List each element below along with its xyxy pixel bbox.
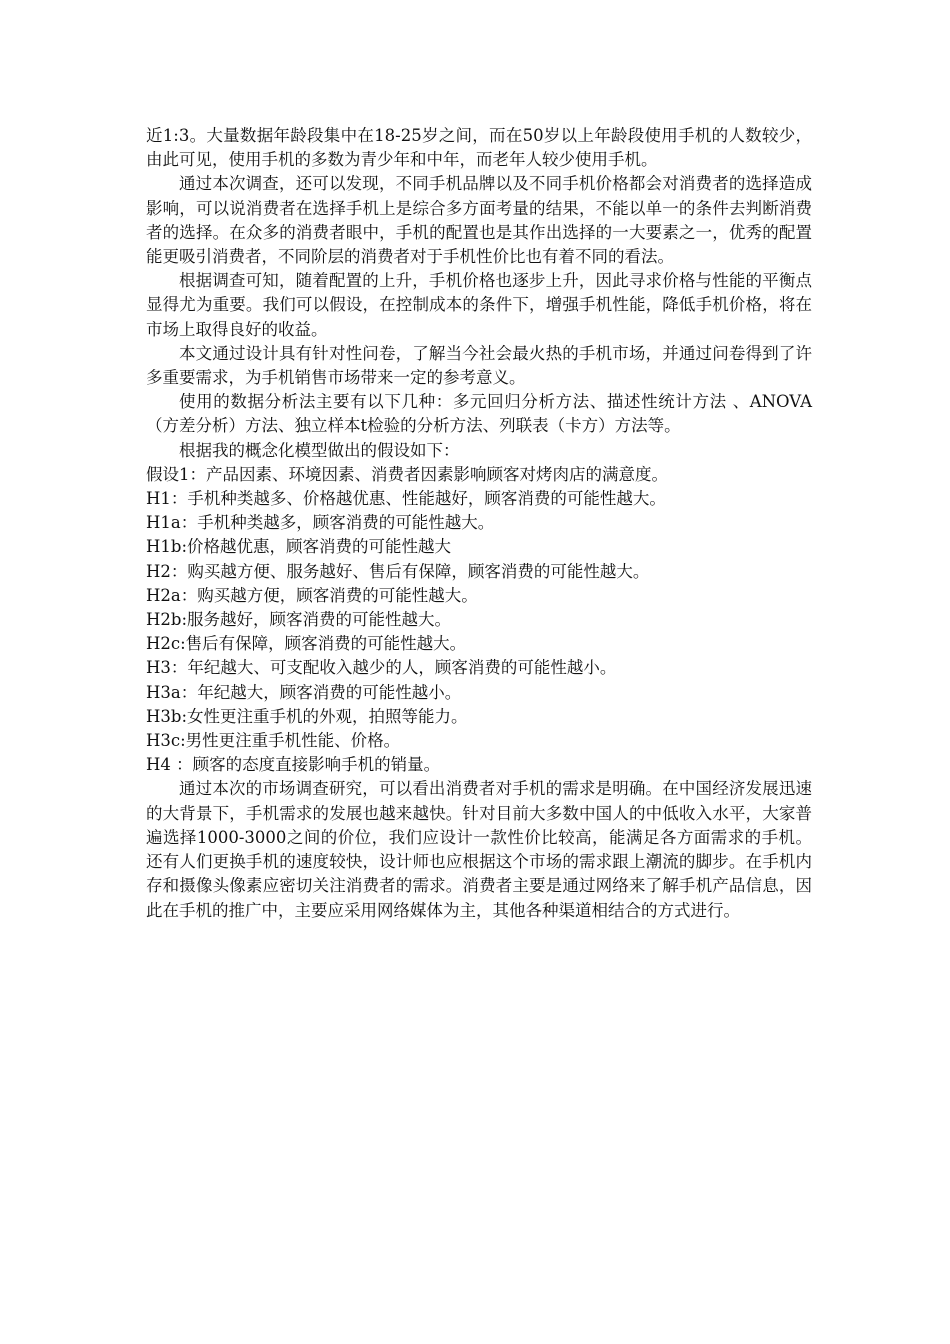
hypothesis-h2a: H2a：购买越方便，顾客消费的可能性越大。 (146, 585, 478, 605)
paragraph-price-performance: 根据调查可知，随着配置的上升，手机价格也逐步上升，因此寻求价格与性能的平衡点显得尤为重要。我们可以假设，在控制成本的条件下，增强手机性能，降低手机价格，将在市场上取得良好的收益。 (146, 271, 812, 339)
paragraph-conclusion: 通过本次的市场调查研究，可以看出消费者对手机的需求是明确。在中国经济发展迅速的大背景下，手机需求的发展也越来越快。针对目前大多数中国人的中低收入水平，大家普遍选择1000-3000之间的价位，我们应设计一款性价比较高，能满足各方面需求的手机。还有人们更换手机的速度较快，设计师也应根据这个市场的需求跟上潮流的脚步。在手机内存和摄像头像素应密切关注消费者的需求。消费者主要是通过网络来了解手机产品信息，因此在手机的推广中，主要应采用网络媒体为主，其他各种渠道相结合的方式进行。 (146, 779, 812, 920)
hypothesis-h3: H3：年纪越大、可支配收入越少的人，顾客消费的可能性越小。 (146, 658, 617, 678)
paragraph-age-summary: 近1:3。大量数据年龄段集中在18-25岁之间，而在50岁以上年龄段使用手机的人数较少，由此可见，使用手机的多数为青少年和中年，而老年人较少使用手机。 (146, 126, 812, 170)
hypothesis-h3a: H3a：年纪越大，顾客消费的可能性越小。 (146, 682, 462, 702)
paragraph-brand-price-influence: 通过本次调查，还可以发现，不同手机品牌以及不同手机价格都会对消费者的选择造成影响，可以说消费者在选择手机上是综合多方面考量的结果，不能以单一的条件去判断消费者的选择。在众多的消费者眼中，手机的配置也是其作出选择的一大要素之一，优秀的配置能更吸引消费者，不同阶层的消费者对于手机性价比也有着不同的看法。 (146, 174, 812, 267)
hypothesis-1: 假设1：产品因素、环境因素、消费者因素影响顾客对烤肉店的满意度。 (146, 464, 668, 484)
hypothesis-h3c: H3c:男性更注重手机性能、价格。 (146, 731, 401, 751)
hypothesis-h2: H2：购买越方便、服务越好、售后有保障，顾客消费的可能性越大。 (146, 561, 650, 581)
hypothesis-h3b: H3b:女性更注重手机的外观，拍照等能力。 (146, 706, 468, 726)
paragraph-questionnaire: 本文通过设计具有针对性问卷，了解当今社会最火热的手机市场，并通过问卷得到了许多重要需求，为手机销售市场带来一定的参考意义。 (146, 343, 812, 388)
paragraph-analysis-methods: 使用的数据分析法主要有以下几种：多元回归分析方法、描述性统计方法 、ANOVA（方差分析）方法、独立样本t检验的分析方法、列联表（卡方）方法等。 (146, 392, 812, 436)
paragraph-hypotheses-intro: 根据我的概念化模型做出的假设如下： (179, 440, 460, 460)
hypothesis-h4: H4 ：顾客的态度直接影响手机的销量。 (146, 755, 441, 775)
hypothesis-h2c: H2c:售后有保障，顾客消费的可能性越大。 (146, 634, 467, 654)
document-body (146, 124, 812, 923)
hypothesis-h2b: H2b:服务越好，顾客消费的可能性越大。 (146, 610, 452, 630)
hypothesis-h1a: H1a：手机种类越多，顾客消费的可能性越大。 (146, 513, 495, 533)
hypothesis-h1: H1：手机种类越多、价格越优惠、性能越好，顾客消费的可能性越大。 (146, 489, 666, 509)
hypothesis-h1b: H1b:价格越优惠，顾客消费的可能性越大 (146, 537, 452, 557)
